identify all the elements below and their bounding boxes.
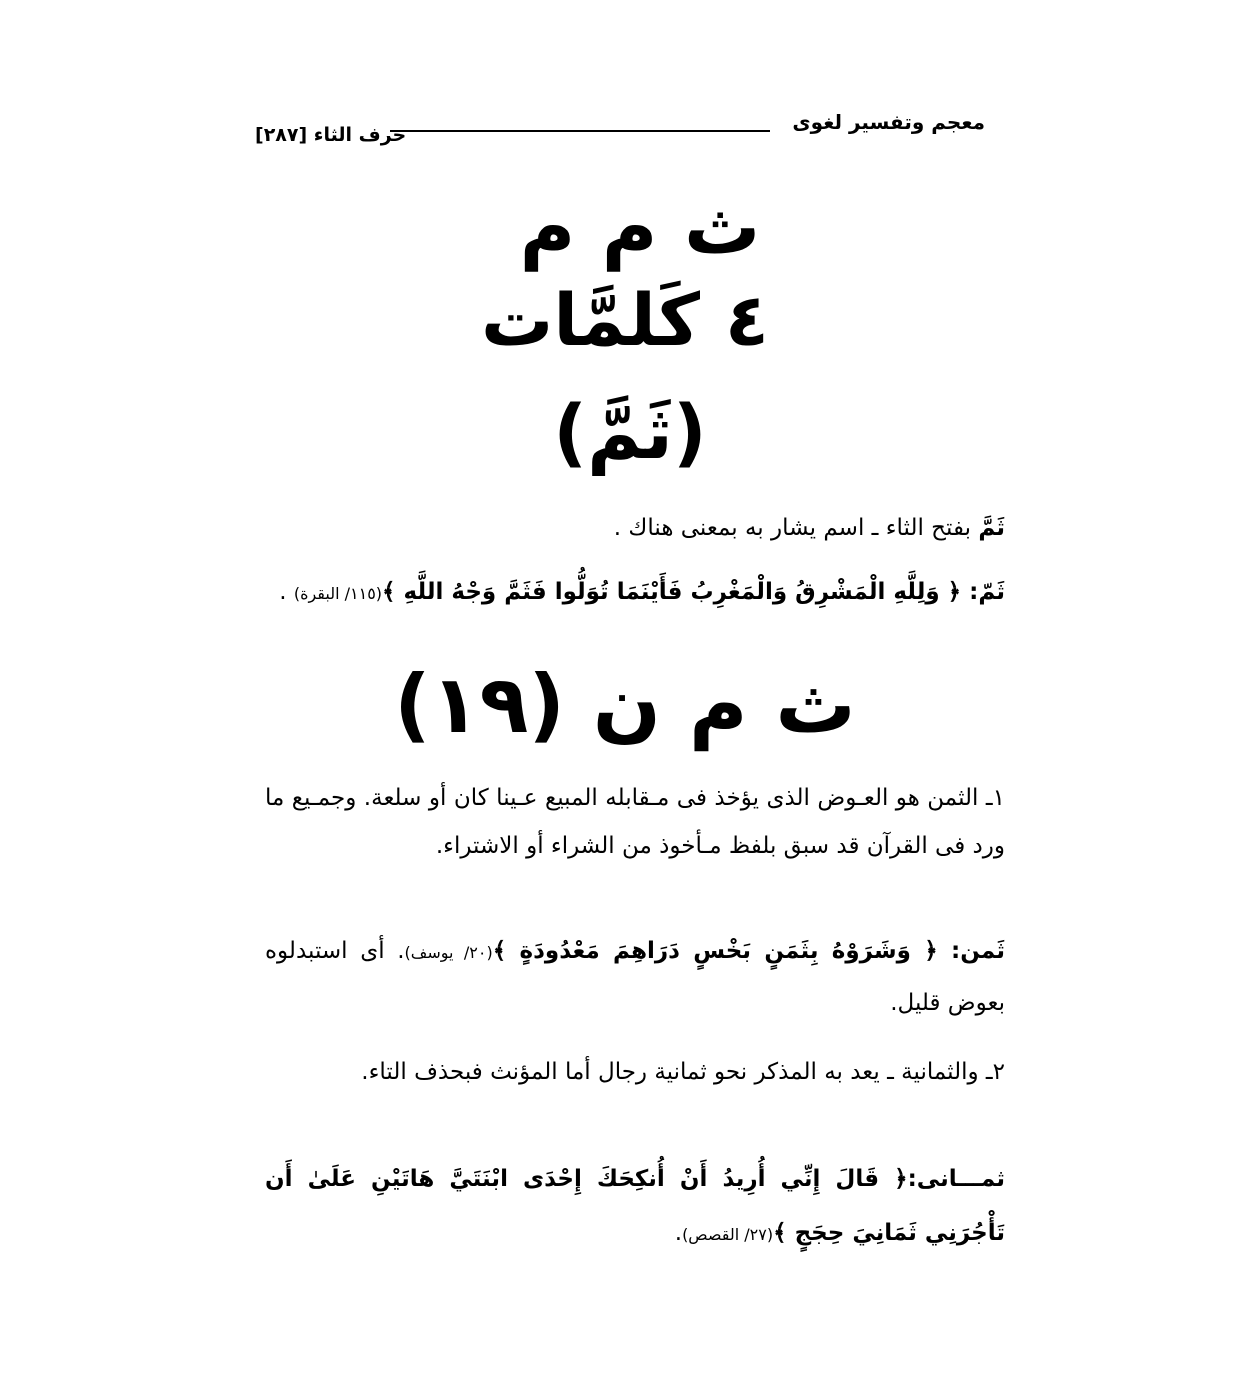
example-thaman: [265, 926, 1005, 1028]
header-rule: [390, 130, 770, 132]
sentence-end: .: [674, 1220, 683, 1246]
word-count-heading: ٤ كَلمَّات: [481, 278, 769, 362]
example-lead: ثَمّ:: [969, 579, 1005, 605]
definition-text: بفتح الثاء ـ اسم يشار به بمعنى هناك .: [613, 515, 979, 541]
chapter-page-number: حرف الثاء [٢٨٧]: [255, 124, 407, 146]
definition-thamma: [265, 506, 1005, 550]
sentence-end: .: [279, 579, 294, 605]
definition-lead: ثَمَّ: [978, 515, 1005, 541]
example-explanation: . أى استبدلوه بعوض قليل.: [265, 938, 1005, 1016]
quran-verse: ﴿ وَلِلَّهِ الْمَشْرِقُ وَالْمَغْرِبُ فَأَيْنَمَا تُوَلُّوا فَثَمَّ وَجْهُ اللَّهِ ﴾: [382, 579, 970, 605]
example-thamani: [265, 1152, 1005, 1262]
verse-reference: (٢٧/ القصص): [682, 1225, 774, 1244]
word-heading-thamma: (ثَمَّ): [553, 390, 707, 476]
definition-thamaniya: ٢ـ والثمانية ـ يعد به المذكر نحو ثمانية رجال أما المؤنث فبحذف التاء.: [361, 1059, 1005, 1085]
verse-reference: (٢٠/ يوسف): [404, 943, 493, 962]
running-header: [255, 110, 985, 150]
definition-thaman: ١ـ الثمن هو العـوض الذى يؤخذ فى مـقابله المبيع عـينا كان أو سلعة. وجمـيع ما ورد فى القرآن قد سبق بلفظ مـأخوذ من الشراء أو الاشتراء.: [265, 785, 1005, 859]
quran-verse: ﴿ وَشَرَوْهُ بِثَمَنٍ بَخْسٍ دَرَاهِمَ مَعْدُودَةٍ ﴾: [492, 938, 952, 964]
verse-reference: (١١٥/ البقرة): [293, 584, 383, 603]
example-thamma: [265, 570, 1005, 616]
root-heading-thmn: ث م ن (١٩): [394, 658, 856, 751]
example-lead: ثَمن:: [951, 938, 1005, 964]
example-lead: ثمـــانى:: [907, 1166, 1005, 1192]
book-title: معجم وتفسير لغوى: [792, 110, 985, 134]
quran-verse: ﴿ قَالَ إِنِّي أُرِيدُ أَنْ أُنكِحَكَ إِحْدَى ابْنَتَيَّ هَاتَيْنِ عَلَىٰ أَن تَأْجُرَنِي ثَمَانِيَ حِجَجٍ ﴾: [265, 1166, 1005, 1246]
root-heading-thmm: ث م م: [519, 182, 761, 271]
